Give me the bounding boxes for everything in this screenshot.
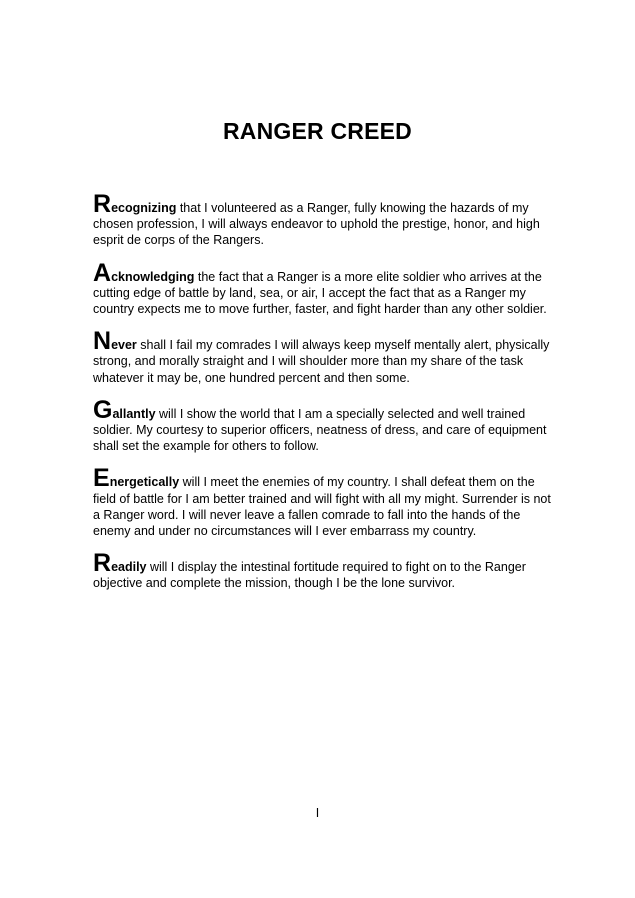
- drop-initial: G: [93, 395, 113, 424]
- drop-initial: E: [93, 464, 110, 493]
- lead-word: ecognizing: [111, 201, 177, 215]
- paragraph-text: will I display the intestinal fortitude required to fight on to the Ranger objective and complete the mission, though I be the lone survivor.: [93, 560, 526, 591]
- lead-word: nergetically: [109, 475, 180, 490]
- drop-initial: A: [93, 258, 112, 287]
- paragraph-acknowledging: [93, 258, 553, 318]
- paragraph-text: shall I fail my comrades I will always keep myself mentally alert, physically strong, and morally straight and I will shoulder more than my share of the task whatever it may be, one hundred percent and then some.: [93, 338, 550, 385]
- creed-body: [93, 190, 553, 608]
- paragraph-readily: [93, 549, 553, 591]
- paragraph-text: the fact that a Ranger is a more elite soldier who arrives at the cutting edge of battle by land, sea, or air, I accept the fact that as a Ranger my country expects me to move further, faster, and fight harder than any other soldier.: [93, 269, 547, 317]
- lead-word: allantly: [112, 406, 156, 421]
- paragraph-energetically: [93, 464, 553, 539]
- lead-word: eadily: [111, 560, 147, 575]
- paragraph-text: will I show the world that I am a specially selected and well trained soldier. My courtesy to superior officers, neatness of dress, and care of equipment shall set the example for others to follow.: [93, 406, 547, 454]
- page-number: I: [315, 806, 320, 820]
- paragraph-text: that I volunteered as a Ranger, fully knowing the hazards of my chosen profession, I will always endeavor to uphold the prestige, honor, and high esprit de corps of the Rangers.: [93, 201, 540, 248]
- page-title: RANGER CREED: [223, 118, 412, 144]
- paragraph-gallantly: [93, 395, 553, 455]
- drop-initial: R: [93, 549, 112, 578]
- paragraph-text: will I meet the enemies of my country. I shall defeat them on the field of battle for I am better trained and will fight with all my might. Surrender is not a Ranger word. I will never leave a fallen comrade to fall into the hands of the enemy and under no circumstances will I ever embarrass my country.: [93, 475, 551, 539]
- drop-initial: R: [93, 190, 112, 218]
- lead-word: ever: [111, 338, 137, 353]
- drop-initial: N: [93, 327, 112, 356]
- paragraph-recognizing: [93, 190, 553, 249]
- paragraph-never: [93, 327, 553, 386]
- lead-word: cknowledging: [111, 269, 195, 284]
